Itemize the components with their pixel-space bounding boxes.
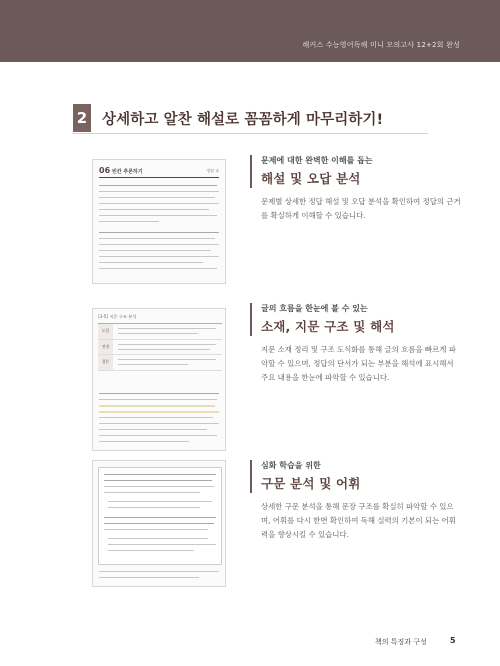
feature-subtitle: 문제에 대한 완벽한 이해를 돕는 <box>261 156 373 165</box>
syntax-box <box>98 467 222 565</box>
section-title: 상세하고 알찬 해설로 꼼꼼하게 마무리하기! <box>102 111 384 128</box>
structure-cell: 결론 <box>98 355 113 370</box>
heading-divider <box>73 133 428 134</box>
structure-cell: 전개 <box>98 340 113 355</box>
section-heading <box>73 103 383 133</box>
structure-tag: [3-5] 지문 구조 분석 <box>98 314 137 319</box>
header-band <box>0 0 500 62</box>
accent-bar <box>250 303 252 336</box>
feature-block-explanation <box>261 155 461 223</box>
question-number: 06 <box>99 166 111 175</box>
feature-subtitle: 글의 흐름을 한눈에 볼 수 있는 <box>261 304 368 313</box>
thumbnail-header <box>99 166 219 178</box>
feature-description: 상세한 구문 분석을 통해 문장 구조를 확실히 파악할 수 있으며, 어휘를 다시 한번 확인하여 독해 실력의 기본이 되는 어휘력을 향상시킬 수 있습니다. <box>261 502 456 540</box>
question-type: 빈칸 추론하기 <box>112 169 143 175</box>
structure-row <box>98 324 222 340</box>
answer-tag: 정답 ① <box>206 168 219 173</box>
structure-row <box>98 355 222 371</box>
feature-description: 지문 소재 정리 및 구조 도식화를 통해 글의 흐름을 빠르게 파악할 수 있으며, 정답의 단서가 되는 부분을 해석에 표시해서 주요 내용을 한눈에 파악할 수 있습니다. <box>261 345 456 383</box>
feature-block-syntax <box>261 460 461 543</box>
structure-cell: 도입 <box>98 324 113 339</box>
structure-thumbnail <box>92 308 226 451</box>
page-number: 5 <box>450 636 456 645</box>
accent-bar <box>250 460 252 493</box>
footer-label: 책의 특징과 구성 <box>375 638 427 646</box>
structure-table <box>98 323 222 385</box>
explanation-thumbnail <box>92 159 226 284</box>
feature-description: 문제별 상세한 정답 해설 및 오답 분석을 확인하여 정답의 근거를 확실하게 이해할 수 있습니다. <box>261 197 461 221</box>
feature-block-structure <box>261 303 461 386</box>
structure-row <box>98 340 222 356</box>
section-number-badge: 2 <box>73 104 91 132</box>
series-title: 해커스 수능영어독해 미니 모의고사 12+2회 완성 <box>302 41 460 49</box>
feature-title: 소재, 지문 구조 및 해석 <box>261 319 395 334</box>
feature-subtitle: 심화 학습을 위한 <box>261 461 321 470</box>
feature-title: 구문 분석 및 어휘 <box>261 476 361 491</box>
feature-title: 해설 및 오답 분석 <box>261 171 361 186</box>
accent-bar <box>250 155 252 188</box>
syntax-thumbnail <box>92 460 226 587</box>
